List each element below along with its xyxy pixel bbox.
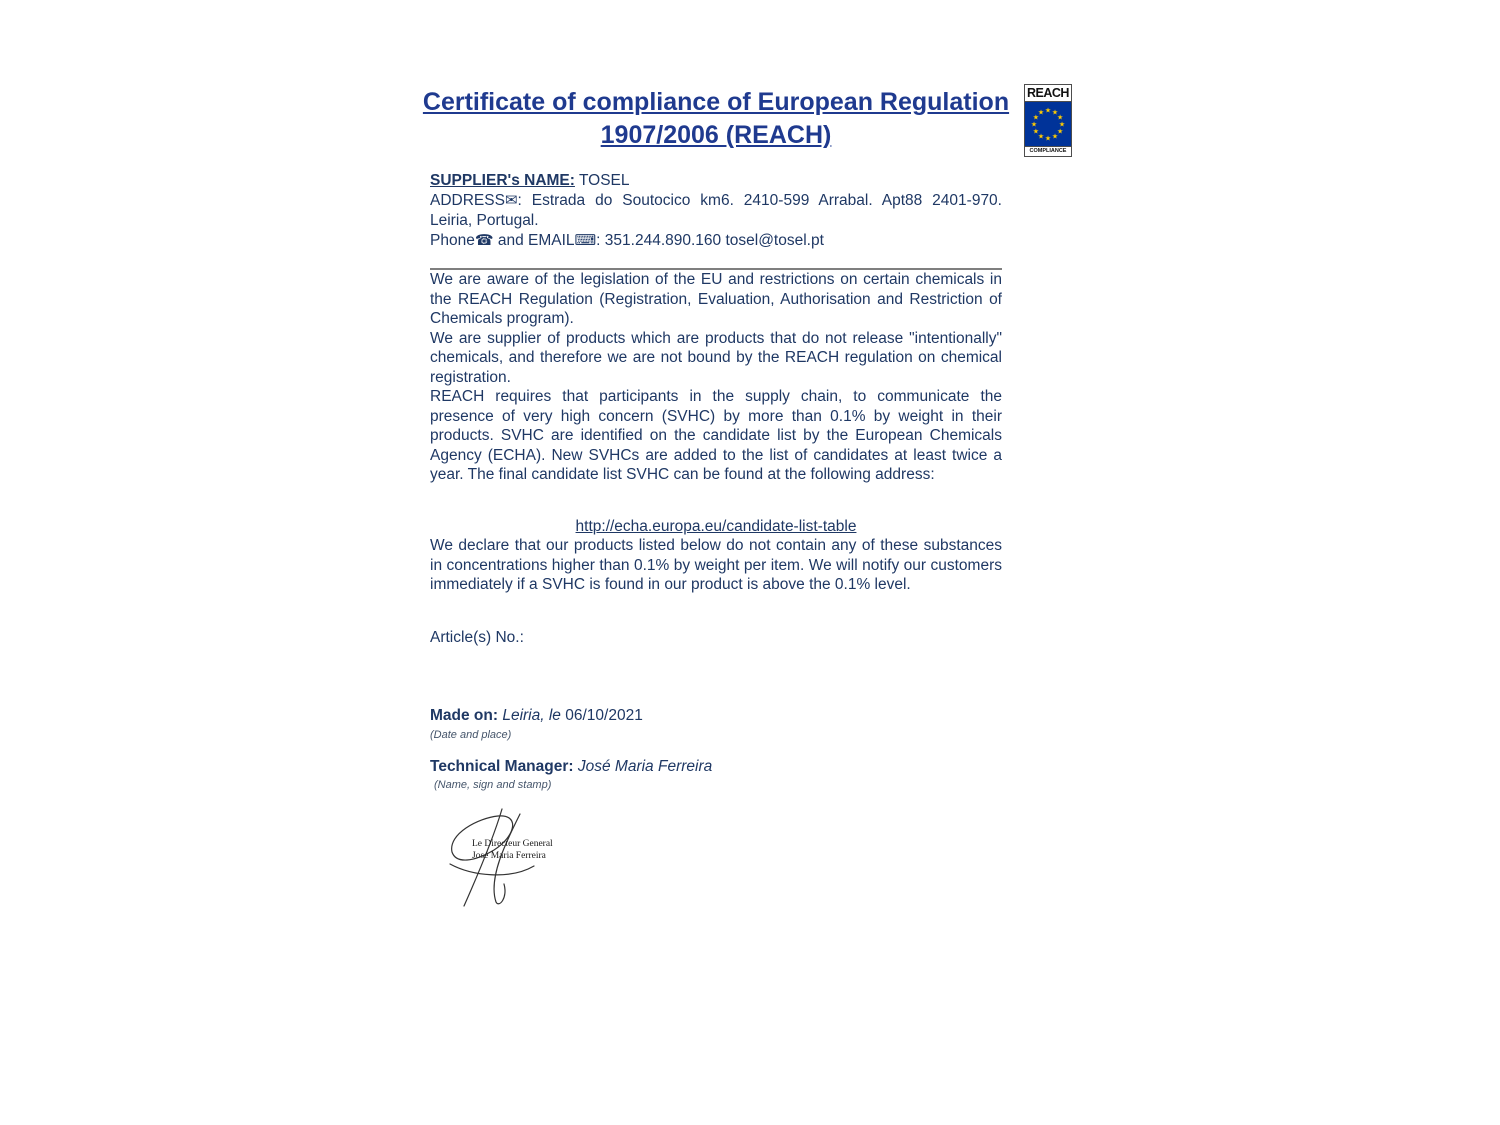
svg-text:★: ★ [1037, 132, 1045, 141]
svg-text:★: ★ [1051, 108, 1059, 117]
manager-label: Technical Manager: [430, 757, 574, 775]
paragraph-declaration: We declare that our products listed below do not contain any of these substances in concentrations higher than 0.1% by weight per item. We will notify our customers immediately if a SVHC is found in our product is above the 0.1% level. [430, 537, 1002, 593]
telephone-icon: ☎ [474, 232, 494, 249]
reach-logo-compliance: COMPLIANCE [1025, 146, 1071, 156]
address-value: : Estrada do Soutocico km6. 2410-599 Arrabal. Apt88 2401-970. Leiria, Portugal. [430, 192, 1002, 229]
envelope-icon: ✉ [504, 192, 518, 209]
phone-label: Phone [430, 232, 475, 249]
reach-logo-title: REACH [1025, 85, 1071, 102]
stamp-text [472, 838, 592, 862]
supplier-name-value: TOSEL [574, 172, 630, 189]
made-on-block [430, 706, 1002, 742]
manager-line [430, 757, 1002, 777]
computer-icon: ⌨ [574, 232, 597, 249]
svg-text:★: ★ [1032, 113, 1040, 122]
supplier-name-label: SUPPLIER's NAME: [430, 172, 575, 189]
svg-text:★: ★ [1032, 127, 1040, 136]
supplier-address-line [430, 191, 1002, 231]
supplier-block [430, 171, 1002, 251]
stamp-line-1: Le Directeur General [472, 839, 553, 849]
supplier-contact-line [430, 231, 1002, 251]
paragraph-supplier-statement: We are supplier of products which are products that do not release "intentionally" chemicals, and therefore we are not bound by the REACH regulation on chemical registration. [430, 329, 1002, 386]
made-on-place: Leiria, le [498, 707, 566, 724]
paragraph-reach-requirements: REACH requires that participants in the supply chain, to communicate the presence of very high concern (SVHC) by more than 0.1% by weight in their products. SVHC are identified on the candidate list by the European Chemicals Agency (ECHA). New SVHCs are added to the list of candidates at least twice a year. The final candidate list SVHC can be found at the following address: [430, 388, 1002, 483]
svg-text:★: ★ [1051, 132, 1059, 141]
candidate-list-link[interactable]: http://echa.europa.eu/candidate-list-table [575, 517, 857, 535]
title-line-1: Certificate of compliance of European Regulation [422, 88, 1010, 116]
svg-text:★: ★ [1044, 134, 1052, 143]
signature-area [438, 806, 588, 916]
contact-value: : 351.244.890.160 tosel@tosel.pt [596, 232, 824, 249]
svg-text:★: ★ [1037, 108, 1045, 117]
title-line-2: 1907/2006 (REACH) [600, 121, 832, 149]
email-label: and EMAIL [493, 232, 575, 249]
made-on-label: Made on: [430, 707, 499, 724]
svg-text:★: ★ [1056, 127, 1064, 136]
candidate-list-link-line [430, 517, 1002, 537]
manager-name: José Maria Ferreira [573, 757, 713, 775]
made-on-date: 06/10/2021 [565, 707, 643, 724]
page-title [385, 86, 1047, 152]
stamp-line-2: José Maria Ferreira [472, 851, 546, 861]
certificate-body [422, 0, 1010, 916]
svg-text:★: ★ [1030, 120, 1038, 129]
made-on-line [430, 706, 1002, 726]
manager-block [430, 757, 1002, 793]
made-on-caption: (Date and place) [430, 728, 512, 741]
address-label: ADDRESS [430, 192, 505, 209]
svg-text:★: ★ [1044, 106, 1052, 115]
svg-text:★: ★ [1058, 120, 1066, 129]
article-number-label: Article(s) No.: [430, 628, 524, 646]
svg-text:★: ★ [1056, 113, 1064, 122]
paragraph-awareness: We are aware of the legislation of the EU and restrictions on certain chemicals in the REACH Regulation (Registration, Evaluation, Authorisation and Restriction of Chemicals program). [430, 271, 1002, 327]
manager-caption: (Name, sign and stamp) [434, 779, 552, 791]
supplier-name-line [430, 171, 1002, 191]
